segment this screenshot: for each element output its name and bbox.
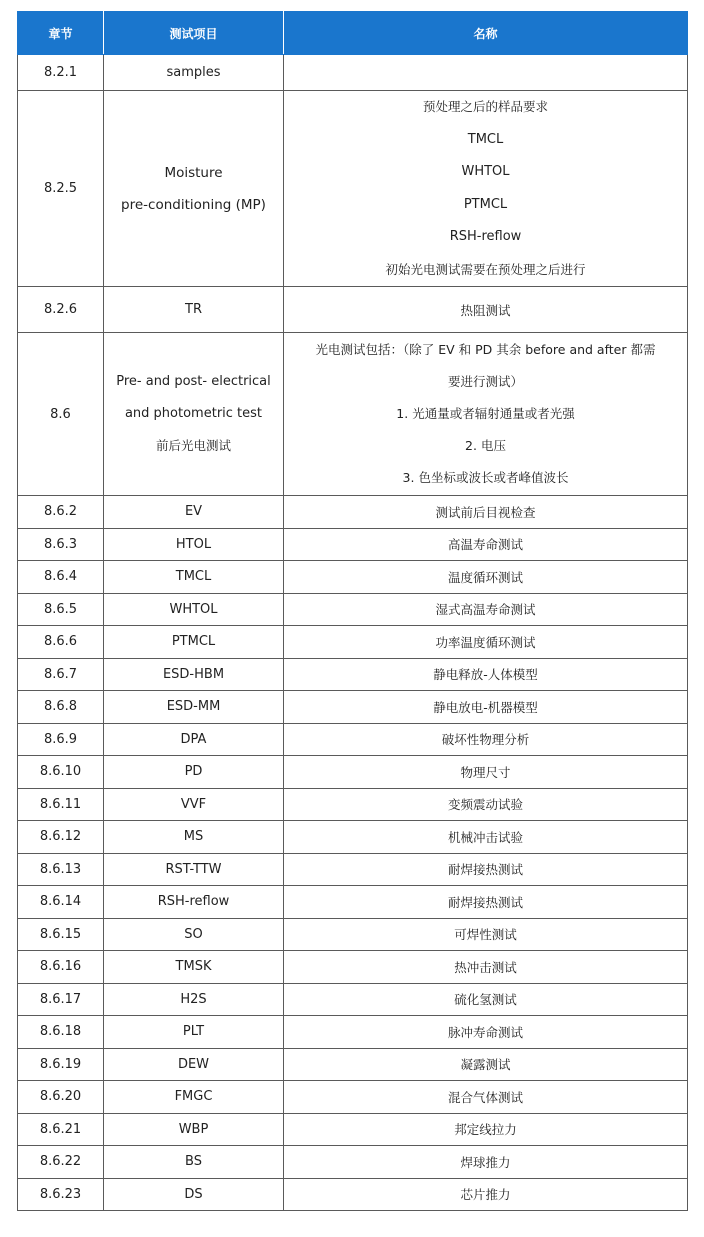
cell-item: samples [104, 55, 284, 91]
cell-item: TMSK [104, 951, 284, 984]
table-row [18, 1146, 688, 1179]
table-row [18, 287, 688, 333]
cell-section: 8.6.12 [18, 821, 104, 854]
cell-name: 耐焊接热测试 [284, 853, 688, 886]
table-row [18, 1113, 688, 1146]
cell-section: 8.6.13 [18, 853, 104, 886]
name-line: 1. 光通量或者辐射通量或者光强 [396, 406, 575, 421]
cell-name: 热冲击测试 [284, 951, 688, 984]
name-line: PTMCL [463, 196, 508, 212]
cell-name: 功率温度循环测试 [284, 626, 688, 659]
cell-section: 8.6.15 [18, 918, 104, 951]
table-row [18, 756, 688, 789]
cell-name: 邦定线拉力 [284, 1113, 688, 1146]
cell-section: 8.6 [18, 333, 104, 496]
cell-item: HTOL [104, 528, 284, 561]
table-row [18, 333, 688, 496]
table-row [18, 1048, 688, 1081]
item-line: Moisture [164, 164, 223, 181]
cell-section: 8.6.17 [18, 983, 104, 1016]
name-line: TMCL [467, 131, 504, 147]
cell-name: 破坏性物理分析 [284, 723, 688, 756]
name-line: RSH-reflow [449, 229, 522, 244]
cell-name: 热阻测试 [284, 287, 688, 333]
cell-name: 静电释放-人体模型 [284, 658, 688, 691]
table-row [18, 496, 688, 529]
cell-section: 8.6.10 [18, 756, 104, 789]
table-row [18, 561, 688, 594]
table-row [18, 626, 688, 659]
cell-section: 8.6.2 [18, 496, 104, 529]
cell-item: BS [104, 1146, 284, 1179]
table-row [18, 821, 688, 854]
table-row [18, 55, 688, 91]
cell-section: 8.6.19 [18, 1048, 104, 1081]
cell-section: 8.6.4 [18, 561, 104, 594]
header-section: 章节 [18, 12, 104, 55]
table-row [18, 691, 688, 724]
cell-item: ESD-MM [104, 691, 284, 724]
cell-item: WHTOL [104, 593, 284, 626]
cell-item [104, 91, 284, 287]
cell-item: DEW [104, 1048, 284, 1081]
cell-name: 凝露测试 [284, 1048, 688, 1081]
cell-section: 8.6.20 [18, 1081, 104, 1114]
cell-name: 混合气体测试 [284, 1081, 688, 1114]
name-line: 3. 色坐标或波长或者峰值波长 [402, 470, 569, 485]
header-test-item: 测试项目 [104, 12, 284, 55]
table-header-row [18, 12, 688, 55]
cell-section: 8.2.5 [18, 91, 104, 287]
table-row [18, 1016, 688, 1049]
cell-section: 8.2.1 [18, 55, 104, 91]
cell-item: MS [104, 821, 284, 854]
cell-name: 硫化氢测试 [284, 983, 688, 1016]
cell-item: H2S [104, 983, 284, 1016]
cell-item: RSH-reflow [104, 886, 284, 919]
cell-item: TMCL [104, 561, 284, 594]
item-line: 前后光电测试 [155, 438, 231, 453]
cell-item: PLT [104, 1016, 284, 1049]
cell-item: TR [104, 287, 284, 333]
cell-section: 8.6.9 [18, 723, 104, 756]
cell-name: 可焊性测试 [284, 918, 688, 951]
name-line: 2. 电压 [465, 438, 506, 453]
cell-name: 变频震动试验 [284, 788, 688, 821]
cell-name [284, 55, 688, 91]
table-row [18, 658, 688, 691]
cell-item: PD [104, 756, 284, 789]
table-row [18, 723, 688, 756]
cell-name: 焊球推力 [284, 1146, 688, 1179]
cell-name: 测试前后目视检查 [284, 496, 688, 529]
item-line: and photometric test [124, 406, 263, 421]
cell-name: 脉冲寿命测试 [284, 1016, 688, 1049]
cell-item: RST-TTW [104, 853, 284, 886]
cell-name [284, 91, 688, 287]
cell-item: DPA [104, 723, 284, 756]
table-row [18, 886, 688, 919]
table-row [18, 918, 688, 951]
item-line: Pre- and post- electrical [116, 374, 271, 389]
cell-section: 8.6.21 [18, 1113, 104, 1146]
cell-name [284, 333, 688, 496]
table-row [18, 853, 688, 886]
cell-item [104, 333, 284, 496]
table-row [18, 1081, 688, 1114]
test-items-table [17, 11, 688, 1211]
cell-section: 8.6.11 [18, 788, 104, 821]
table-row [18, 983, 688, 1016]
cell-item: DS [104, 1178, 284, 1211]
cell-name: 物理尺寸 [284, 756, 688, 789]
cell-name: 芯片推力 [284, 1178, 688, 1211]
cell-item: WBP [104, 1113, 284, 1146]
table-row [18, 91, 688, 287]
cell-item: FMGC [104, 1081, 284, 1114]
name-line: WHTOL [461, 164, 510, 179]
cell-item: PTMCL [104, 626, 284, 659]
cell-section: 8.6.23 [18, 1178, 104, 1211]
cell-section: 8.6.8 [18, 691, 104, 724]
cell-section: 8.6.18 [18, 1016, 104, 1049]
cell-item: EV [104, 496, 284, 529]
cell-section: 8.6.6 [18, 626, 104, 659]
cell-section: 8.6.16 [18, 951, 104, 984]
table-row [18, 951, 688, 984]
table-row [18, 593, 688, 626]
cell-item: ESD-HBM [104, 658, 284, 691]
item-line: pre-conditioning (MP) [121, 196, 266, 213]
cell-section: 8.6.14 [18, 886, 104, 919]
table-row [18, 1178, 688, 1211]
cell-section: 8.6.3 [18, 528, 104, 561]
name-line: 初始光电测试需要在预处理之后进行 [385, 261, 586, 277]
cell-name: 机械冲击试验 [284, 821, 688, 854]
cell-name: 高温寿命测试 [284, 528, 688, 561]
cell-name: 静电放电-机器模型 [284, 691, 688, 724]
cell-section: 8.2.6 [18, 287, 104, 333]
cell-item: VVF [104, 788, 284, 821]
cell-item: SO [104, 918, 284, 951]
cell-section: 8.6.7 [18, 658, 104, 691]
table-row [18, 528, 688, 561]
table-row [18, 788, 688, 821]
name-line: 要进行测试） [447, 374, 523, 389]
cell-name: 温度循环测试 [284, 561, 688, 594]
cell-name: 湿式高温寿命测试 [284, 593, 688, 626]
cell-name: 耐焊接热测试 [284, 886, 688, 919]
header-name: 名称 [284, 12, 688, 55]
cell-section: 8.6.22 [18, 1146, 104, 1179]
cell-section: 8.6.5 [18, 593, 104, 626]
name-line: 光电测试包括：（除了 EV 和 PD 其余 before and after 都需 [315, 342, 656, 357]
name-line: 预处理之后的样品要求 [422, 99, 548, 114]
